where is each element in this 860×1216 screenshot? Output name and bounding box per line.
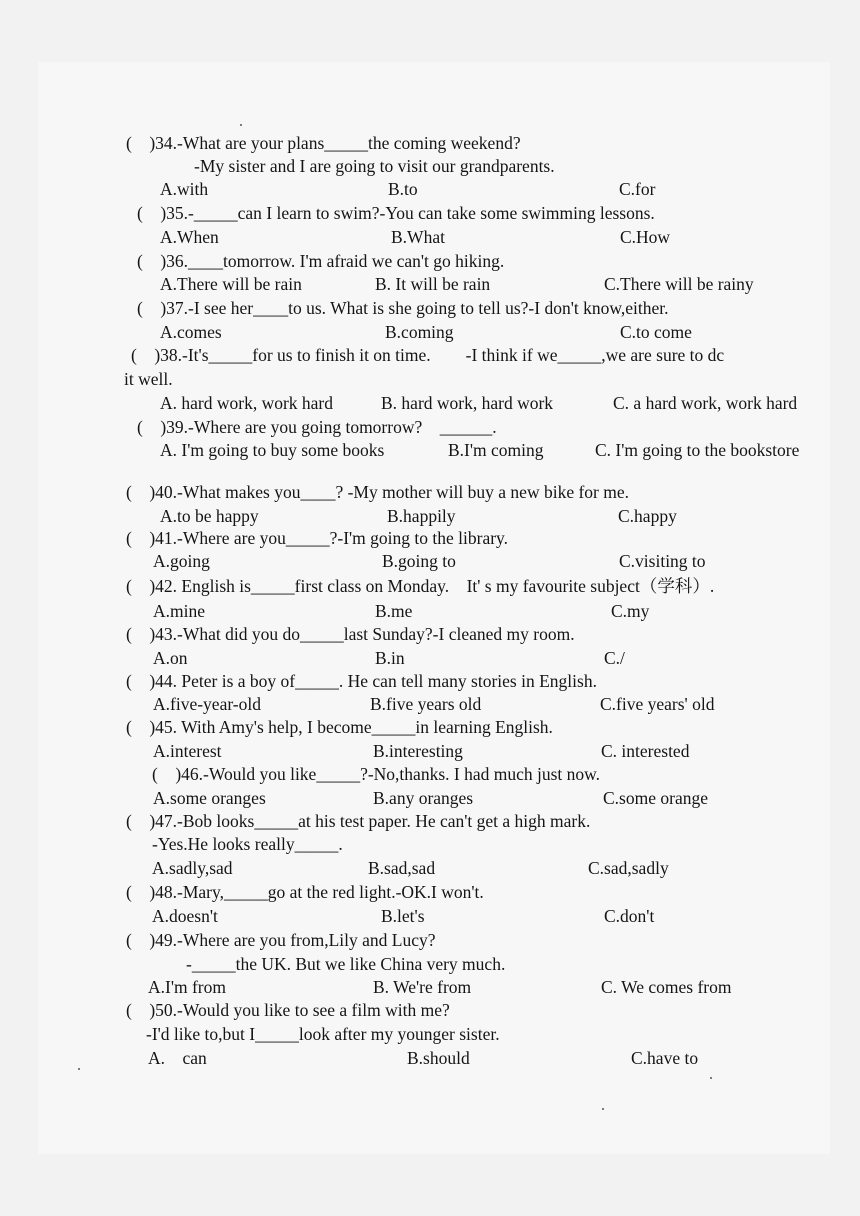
question-38-line-1: ( )38.-It's_____for us to finish it on time. -I think if we_____,we are sure to dc (131, 345, 725, 365)
question-34-option-a: A.with (160, 179, 209, 199)
question-42-option-b: B.me (375, 601, 413, 621)
question-37-line-1: ( )37.-I see her____to us. What is she going to tell us?-I don't know,either. (137, 298, 669, 318)
question-50-option-c: C.have to (631, 1048, 699, 1068)
question-40-line-1: ( )40.-What makes you____? -My mother will buy a new bike for me. (126, 482, 629, 502)
question-49-option-b: B. We're from (373, 977, 472, 997)
question-46-option-c: C.some orange (603, 788, 708, 808)
question-41-option-a: A.going (153, 551, 210, 571)
question-40-option-b: B.happily (387, 506, 456, 526)
question-46-option-a: A.some oranges (153, 788, 266, 808)
question-34-option-c: C.for (619, 179, 656, 199)
question-39-option-c: C. I'm going to the bookstore (595, 440, 800, 460)
question-34-option-b: B.to (388, 179, 418, 199)
question-44-option-b: B.five years old (370, 694, 482, 714)
question-36-line-1: ( )36.____tomorrow. I'm afraid we can't go hiking. (137, 251, 505, 271)
question-45-option-c: C. interested (601, 741, 690, 761)
question-43-line-1: ( )43.-What did you do_____last Sunday?-I cleaned my room. (126, 624, 575, 644)
question-48-option-b: B.let's (381, 906, 425, 926)
question-50-line-1: ( )50.-Would you like to see a film with me? (126, 1000, 450, 1020)
question-46-option-b: B.any oranges (373, 788, 474, 808)
question-35-line-1: ( )35.-_____can I learn to swim?-You can take some swimming lessons. (137, 203, 655, 223)
question-37-option-b: B.coming (385, 322, 454, 342)
question-49-option-a: A.I'm from (148, 977, 226, 997)
question-43-option-c: C./ (604, 648, 625, 668)
question-39-option-b: B.I'm coming (448, 440, 544, 460)
question-39-line-1: ( )39.-Where are you going tomorrow? ______. (137, 417, 497, 437)
question-38-line-2: it well. (124, 369, 173, 389)
question-45-option-a: A.interest (153, 741, 222, 761)
scan-speck (240, 124, 242, 126)
question-36-option-b: B. It will be rain (375, 274, 491, 294)
question-47-option-a: A.sadly,sad (152, 858, 233, 878)
question-37-option-a: A.comes (160, 322, 222, 342)
scan-speck (78, 1068, 80, 1070)
question-41-line-1: ( )41.-Where are you_____?-I'm going to the library. (126, 528, 509, 548)
question-49-option-c: C. We comes from (601, 977, 732, 997)
question-42-option-a: A.mine (153, 601, 206, 621)
question-35-option-a: A.When (160, 227, 219, 247)
question-47-option-c: C.sad,sadly (588, 858, 669, 878)
scan-speck (710, 1077, 712, 1079)
question-44-line-1: ( )44. Peter is a boy of_____. He can tell many stories in English. (126, 671, 597, 691)
question-41-option-c: C.visiting to (619, 551, 706, 571)
question-38-option-c: C. a hard work, work hard (613, 393, 798, 413)
question-38-option-b: B. hard work, hard work (381, 393, 554, 413)
question-48-option-c: C.don't (604, 906, 655, 926)
question-35-option-b: B.What (391, 227, 445, 247)
question-44-option-c: C.five years' old (600, 694, 715, 714)
question-48-line-1: ( )48.-Mary,_____go at the red light.-OK.I won't. (126, 882, 484, 902)
question-46-line-1: ( )46.-Would you like_____?-No,thanks. I had much just now. (152, 764, 601, 784)
question-47-line-2: -Yes.He looks really_____. (152, 834, 343, 854)
question-34-line-2: -My sister and I are going to visit our grandparents. (194, 156, 555, 176)
question-35-option-c: C.How (620, 227, 671, 247)
question-47-line-1: ( )47.-Bob looks_____at his test paper. He can't get a high mark. (126, 811, 591, 831)
scan-speck (602, 1108, 604, 1110)
question-45-line-1: ( )45. With Amy's help, I become_____in learning English. (126, 717, 553, 737)
question-41-option-b: B.going to (382, 551, 456, 571)
question-47-option-b: B.sad,sad (368, 858, 436, 878)
question-36-option-c: C.There will be rainy (604, 274, 754, 294)
question-40-option-a: A.to be happy (160, 506, 259, 526)
question-49-line-1: ( )49.-Where are you from,Lily and Lucy? (126, 930, 436, 950)
question-50-option-a: A. can (148, 1048, 207, 1068)
question-38-option-a: A. hard work, work hard (160, 393, 334, 413)
question-37-option-c: C.to come (620, 322, 692, 342)
question-44-option-a: A.five-year-old (153, 694, 261, 714)
question-39-option-a: A. I'm going to buy some books (160, 440, 385, 460)
question-50-option-b: B.should (407, 1048, 470, 1068)
question-49-line-2: -_____the UK. But we like China very much. (186, 954, 506, 974)
question-34-line-1: ( )34.-What are your plans_____the coming weekend? (126, 133, 521, 153)
question-42-option-c: C.my (611, 601, 650, 621)
question-36-option-a: A.There will be rain (160, 274, 302, 294)
question-43-option-b: B.in (375, 648, 405, 668)
question-40-option-c: C.happy (618, 506, 677, 526)
question-43-option-a: A.on (153, 648, 188, 668)
question-50-line-2: -I'd like to,but I_____look after my younger sister. (146, 1024, 500, 1044)
question-48-option-a: A.doesn't (152, 906, 218, 926)
question-42-line-1: ( )42. English is_____first class on Monday. It' s my favourite subject（学科）. (126, 576, 715, 596)
question-45-option-b: B.interesting (373, 741, 463, 761)
